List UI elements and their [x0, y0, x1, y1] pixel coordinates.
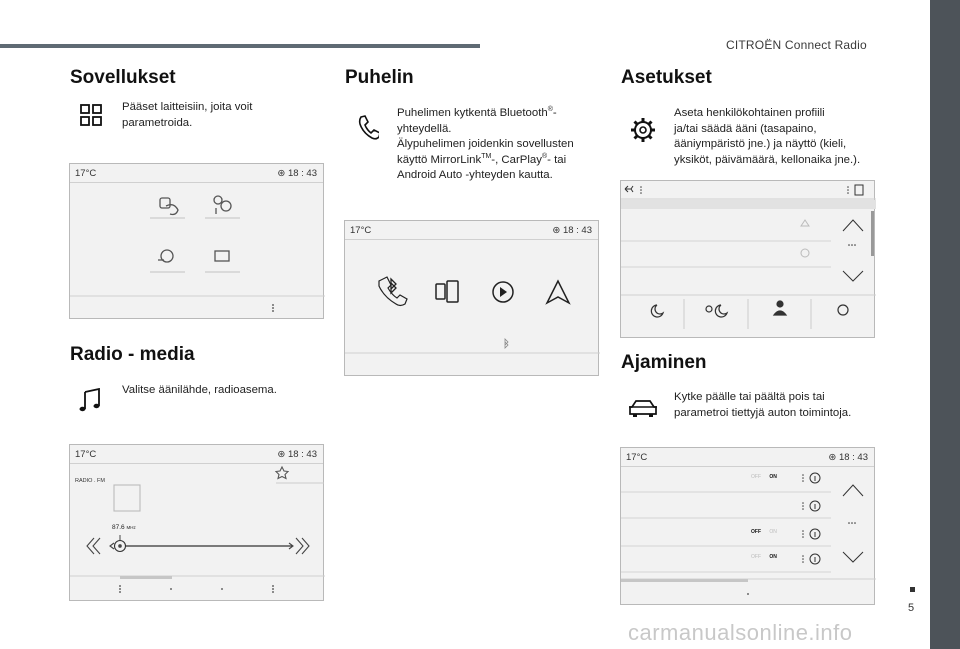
scroll-up-icon: [843, 220, 863, 231]
favourite-star-icon: [276, 467, 288, 479]
brightness-icon: [706, 306, 712, 312]
header-rule: [0, 44, 480, 48]
android-auto-icon: [547, 281, 569, 303]
clock: ⊛ 18 : 43: [277, 168, 317, 179]
section-title-sovellukset: Sovellukset: [70, 67, 176, 88]
radio-description: Valitse äänilähde, radioasema.: [122, 384, 277, 396]
radio-frequency: 87.6 MHz: [112, 524, 136, 531]
side-band: [930, 0, 960, 649]
brand-title: CITROËN Connect Radio: [726, 38, 867, 52]
temperature: 17°C: [626, 452, 648, 463]
apps-screen: [69, 163, 324, 319]
clock: ⊛ 18 : 43: [828, 452, 868, 463]
gear-icon: [630, 117, 656, 143]
settings-screen-art: [621, 181, 876, 339]
clock: ⊛ 18 : 43: [552, 225, 592, 236]
night-mode-icon: [651, 305, 663, 317]
page-marker: [910, 587, 915, 592]
section-title-radio: Radio - media: [70, 344, 195, 365]
driving-screen: [620, 447, 875, 605]
toggle-row-1: OFF ON: [751, 474, 777, 480]
ajaminen-description: Kytke päälle tai päältä pois tai parametroi tiettyjä auton toimintoja.: [674, 391, 852, 419]
apps-screen-art: [70, 164, 325, 320]
temperature: 17°C: [350, 225, 372, 236]
asetukset-description: Aseta henkilökohtainen profiili ja/tai säädä ääni (tasapaino, ääniympäristö jne.) ja näyttö (kieli, yksiköt, päivämäärä, kellonaika jne.).: [674, 107, 861, 166]
app-tile-icon-1: [160, 198, 170, 208]
settings-screen: [620, 180, 875, 338]
sovellukset-description: Pääset laitteisiin, joita voit parametroida.: [122, 101, 253, 129]
scroll-down-icon: [843, 552, 863, 562]
mirrorlink-icon: [436, 281, 458, 302]
toggle-row-3: OFF ON: [751, 529, 777, 535]
section-title-puhelin: Puhelin: [345, 67, 414, 88]
radio-screen: [69, 444, 324, 601]
puhelin-description: Puhelimen kytkentä Bluetooth®- yhteydellä. Älypuhelimen joidenkin sovellusten käyttö MirrorLink™-, CarPlay®- tai Android Auto -yhteyden kautta.: [397, 106, 574, 181]
page-number: 5: [908, 602, 915, 614]
car-icon: [628, 398, 658, 418]
carplay-icon: [493, 282, 513, 302]
phone-icon: [355, 114, 379, 142]
temperature: 17°C: [75, 168, 97, 179]
watermark: carmanualsonline.info: [628, 620, 853, 645]
app-tile-icon-2: [214, 196, 222, 204]
back-icon: [625, 186, 633, 192]
profile-icon: [777, 301, 783, 307]
bluetooth-phone-icon: [379, 277, 407, 306]
station-artwork: [114, 485, 140, 511]
radio-band-label: RADIO . FM: [75, 478, 105, 484]
scroll-up-icon: [843, 485, 863, 496]
section-title-asetukset: Asetukset: [621, 67, 712, 88]
driving-screen-art: [621, 448, 876, 606]
scroll-down-icon: [843, 271, 863, 281]
apps-grid-icon: [80, 104, 102, 126]
toggle-row-4: OFF ON: [751, 554, 777, 560]
temperature: 17°C: [75, 449, 97, 460]
bluetooth-status-icon: [505, 339, 508, 348]
delete-icon: [855, 185, 863, 195]
clock: ⊛ 18 : 43: [277, 449, 317, 460]
app-tile-icon-4: [215, 251, 229, 261]
settings-gear-icon: [838, 305, 848, 315]
phone-screen-art: [345, 221, 600, 377]
phone-screen: [344, 220, 599, 376]
music-note-icon: [79, 388, 103, 412]
section-title-ajaminen: Ajaminen: [621, 352, 707, 373]
radio-screen-art: [70, 445, 325, 602]
